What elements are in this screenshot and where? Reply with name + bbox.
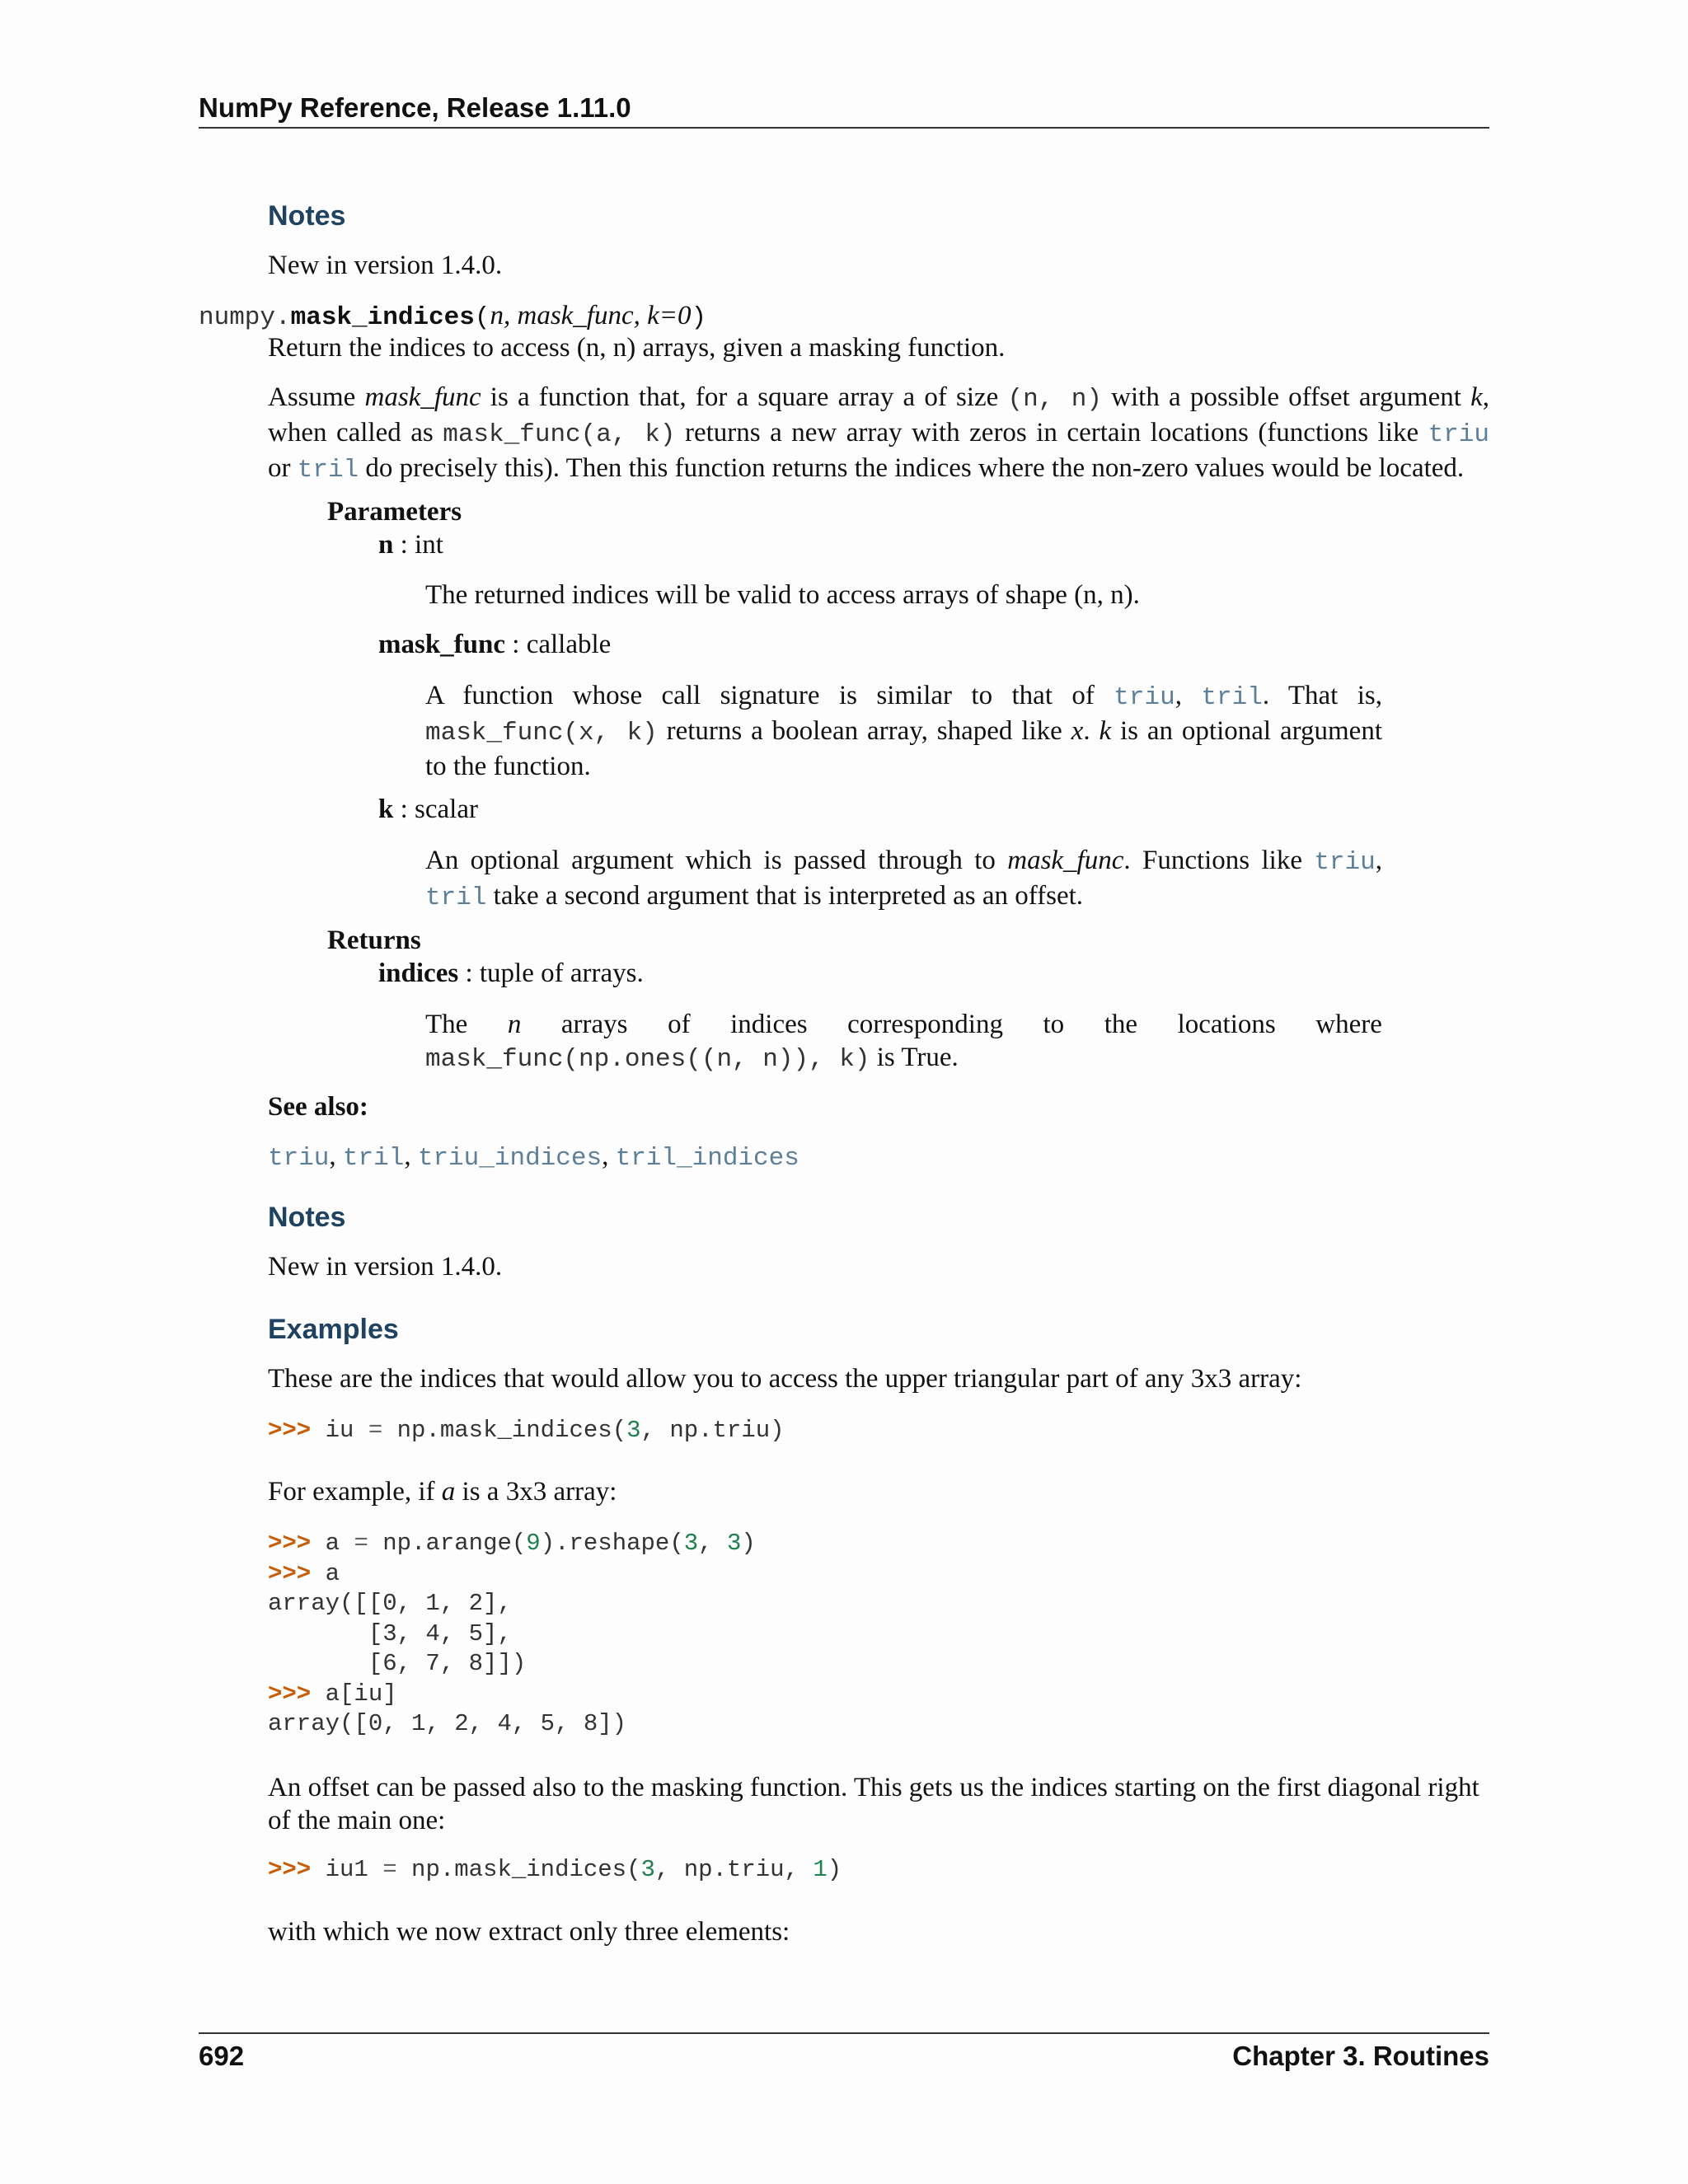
code-block: >>> iu = np.mask_indices(3, np.triu) bbox=[268, 1417, 785, 1444]
link-triu[interactable]: triu bbox=[1428, 420, 1490, 449]
see-also-links: triu, tril, triu_indices, tril_indices bbox=[268, 1141, 799, 1173]
see-also-link[interactable]: triu bbox=[268, 1144, 330, 1173]
param-mask-func-desc: A function whose call signature is similar to that of triu, tril. That is, mask_func(x, k) returns a boolean array, shaped like x. k is an optional argument to the function. bbox=[425, 681, 1383, 781]
sig-close: ) bbox=[691, 303, 707, 332]
page-number: 692 bbox=[199, 2041, 245, 2071]
param-k: k : scalar bbox=[378, 794, 478, 824]
desc-line-2: when called as mask_func(a, k) returns a new array with zeros in certain locations (functions like triu bbox=[268, 418, 1490, 449]
notes-heading: Notes bbox=[268, 200, 346, 232]
chapter-title: Chapter 3. Routines bbox=[1232, 2041, 1489, 2071]
param-n: n : int bbox=[378, 530, 443, 560]
link-tril[interactable]: tril bbox=[425, 883, 487, 912]
sig-module: numpy. bbox=[199, 303, 291, 332]
sig-name: mask_indices bbox=[290, 303, 475, 332]
examples-heading: Examples bbox=[268, 1314, 399, 1345]
param-mask-func: mask_func : callable bbox=[378, 630, 612, 659]
notes-text: New in version 1.4.0. bbox=[268, 251, 503, 280]
desc-line-1: Assume mask_func is a function that, for a square array a of size (n, n) with a possible offset argument k, bbox=[268, 382, 1489, 414]
param-k-desc: An optional argument which is passed through to mask_func. Functions like triu, tril take a second argument that is interpreted as an offset. bbox=[425, 846, 1382, 912]
notes-text: New in version 1.4.0. bbox=[268, 1252, 503, 1282]
code-block: >>> a = np.arange(9).reshape(3, 3) >>> a array([[0, 1, 2], [3, 4, 5], [6, 7, 8]]) >>> a[iu] array([0, 1, 2, 4, 5, 8]) bbox=[268, 1530, 756, 1737]
link-triu[interactable]: triu bbox=[1314, 848, 1376, 877]
see-also-link[interactable]: tril bbox=[342, 1144, 405, 1173]
see-also-label: See also: bbox=[268, 1092, 368, 1122]
sig-args: n, mask_func, k=0 bbox=[490, 301, 692, 330]
notes-heading: Notes bbox=[268, 1202, 346, 1233]
link-tril[interactable]: tril bbox=[297, 456, 359, 485]
desc-line-3: or tril do precisely this). Then this function returns the indices where the non-zero values would be located. bbox=[268, 453, 1465, 485]
see-also-link[interactable]: tril_indices bbox=[615, 1144, 799, 1173]
description bbox=[268, 381, 1489, 487]
example-paragraph: with which we now extract only three elements: bbox=[268, 1917, 790, 1947]
link-tril[interactable]: tril bbox=[1201, 683, 1263, 712]
return-indices: indices : tuple of arrays. bbox=[378, 958, 644, 988]
code-block: >>> iu1 = np.mask_indices(3, np.triu, 1) bbox=[268, 1856, 842, 1883]
summary: Return the indices to access (n, n) arrays, given a masking function. bbox=[268, 333, 1006, 363]
parameters-label: Parameters bbox=[327, 497, 462, 527]
param-n-desc: The returned indices will be valid to access arrays of shape (n, n). bbox=[425, 580, 1140, 610]
examples-intro: These are the indices that would allow you to access the upper triangular part of any 3x3 array: bbox=[268, 1364, 1302, 1394]
link-triu[interactable]: triu bbox=[1114, 683, 1175, 712]
return-indices-desc: The n arrays of indices corresponding to the locations where mask_func(np.ones((n, n)), k) is True. bbox=[425, 1010, 1382, 1074]
function-signature bbox=[199, 301, 706, 332]
returns-label: Returns bbox=[327, 926, 421, 955]
example-paragraph: For example, if a is a 3x3 array: bbox=[268, 1477, 617, 1507]
page-footer bbox=[199, 2032, 1489, 2072]
page-header: NumPy Reference, Release 1.11.0 bbox=[199, 92, 1489, 129]
example-paragraph: An offset can be passed also to the masking function. This gets us the indices starting on the first diagonal right of the main one: bbox=[268, 1773, 1479, 1835]
sig-open: ( bbox=[474, 303, 490, 332]
see-also-link[interactable]: triu_indices bbox=[417, 1144, 603, 1173]
